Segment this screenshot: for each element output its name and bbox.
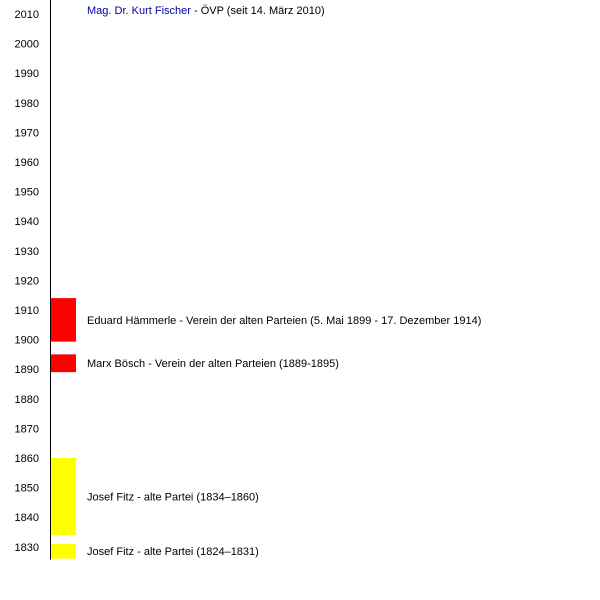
y-tick-label: 1910 bbox=[14, 304, 39, 317]
y-tick-label: 1930 bbox=[14, 245, 39, 258]
term-details: - alte Partei (1834–1860) bbox=[134, 491, 259, 504]
term-details: - ÖVP (seit 14. März 2010) bbox=[190, 5, 325, 17]
mayor-name: Josef Fitz bbox=[87, 546, 135, 559]
y-tick-label: 1950 bbox=[14, 186, 39, 199]
y-tick-label: 1880 bbox=[14, 393, 39, 406]
y-tick-label: 2010 bbox=[14, 8, 39, 21]
y-tick-label: 1940 bbox=[14, 216, 39, 229]
y-tick-label: 1990 bbox=[14, 68, 39, 81]
term-details: - Verein der alten Parteien (5. Mai 1899 - 17. Dezember 1914) bbox=[176, 314, 482, 327]
y-tick-label: 1980 bbox=[14, 97, 39, 110]
term-bar bbox=[51, 354, 76, 372]
term-label bbox=[87, 315, 481, 327]
term-bar bbox=[51, 544, 76, 559]
term-bar bbox=[51, 458, 76, 535]
y-tick-label: 2000 bbox=[14, 38, 39, 51]
term-label bbox=[87, 358, 339, 370]
y-axis-ticks bbox=[15, 9, 39, 554]
term-details: - Verein der alten Parteien (1889-1895) bbox=[145, 358, 339, 371]
y-tick-label: 1860 bbox=[14, 452, 39, 465]
term-label bbox=[87, 491, 259, 503]
y-tick-label: 1870 bbox=[14, 423, 39, 436]
y-tick-label: 1920 bbox=[14, 275, 39, 288]
term-details: - alte Partei (1824–1831) bbox=[134, 546, 259, 559]
mayor-name: Marx Bösch bbox=[87, 358, 146, 371]
y-tick-label: 1970 bbox=[14, 127, 39, 140]
mayor-name-link[interactable]: Mag. Dr. Kurt Fischer bbox=[87, 5, 191, 17]
term-label[interactable] bbox=[87, 5, 325, 17]
term-label bbox=[87, 546, 259, 558]
term-bar bbox=[51, 298, 76, 342]
bars bbox=[51, 298, 76, 558]
y-tick-label: 1850 bbox=[14, 482, 39, 495]
y-tick-label: 1960 bbox=[14, 156, 39, 169]
mayor-name: Eduard Hämmerle bbox=[87, 314, 177, 327]
mayor-name: Josef Fitz bbox=[87, 491, 135, 504]
entry-labels bbox=[87, 5, 481, 558]
y-tick-label: 1900 bbox=[14, 334, 39, 347]
y-tick-label: 1830 bbox=[14, 541, 39, 554]
y-tick-label: 1840 bbox=[14, 512, 39, 525]
y-tick-label: 1890 bbox=[14, 364, 39, 377]
